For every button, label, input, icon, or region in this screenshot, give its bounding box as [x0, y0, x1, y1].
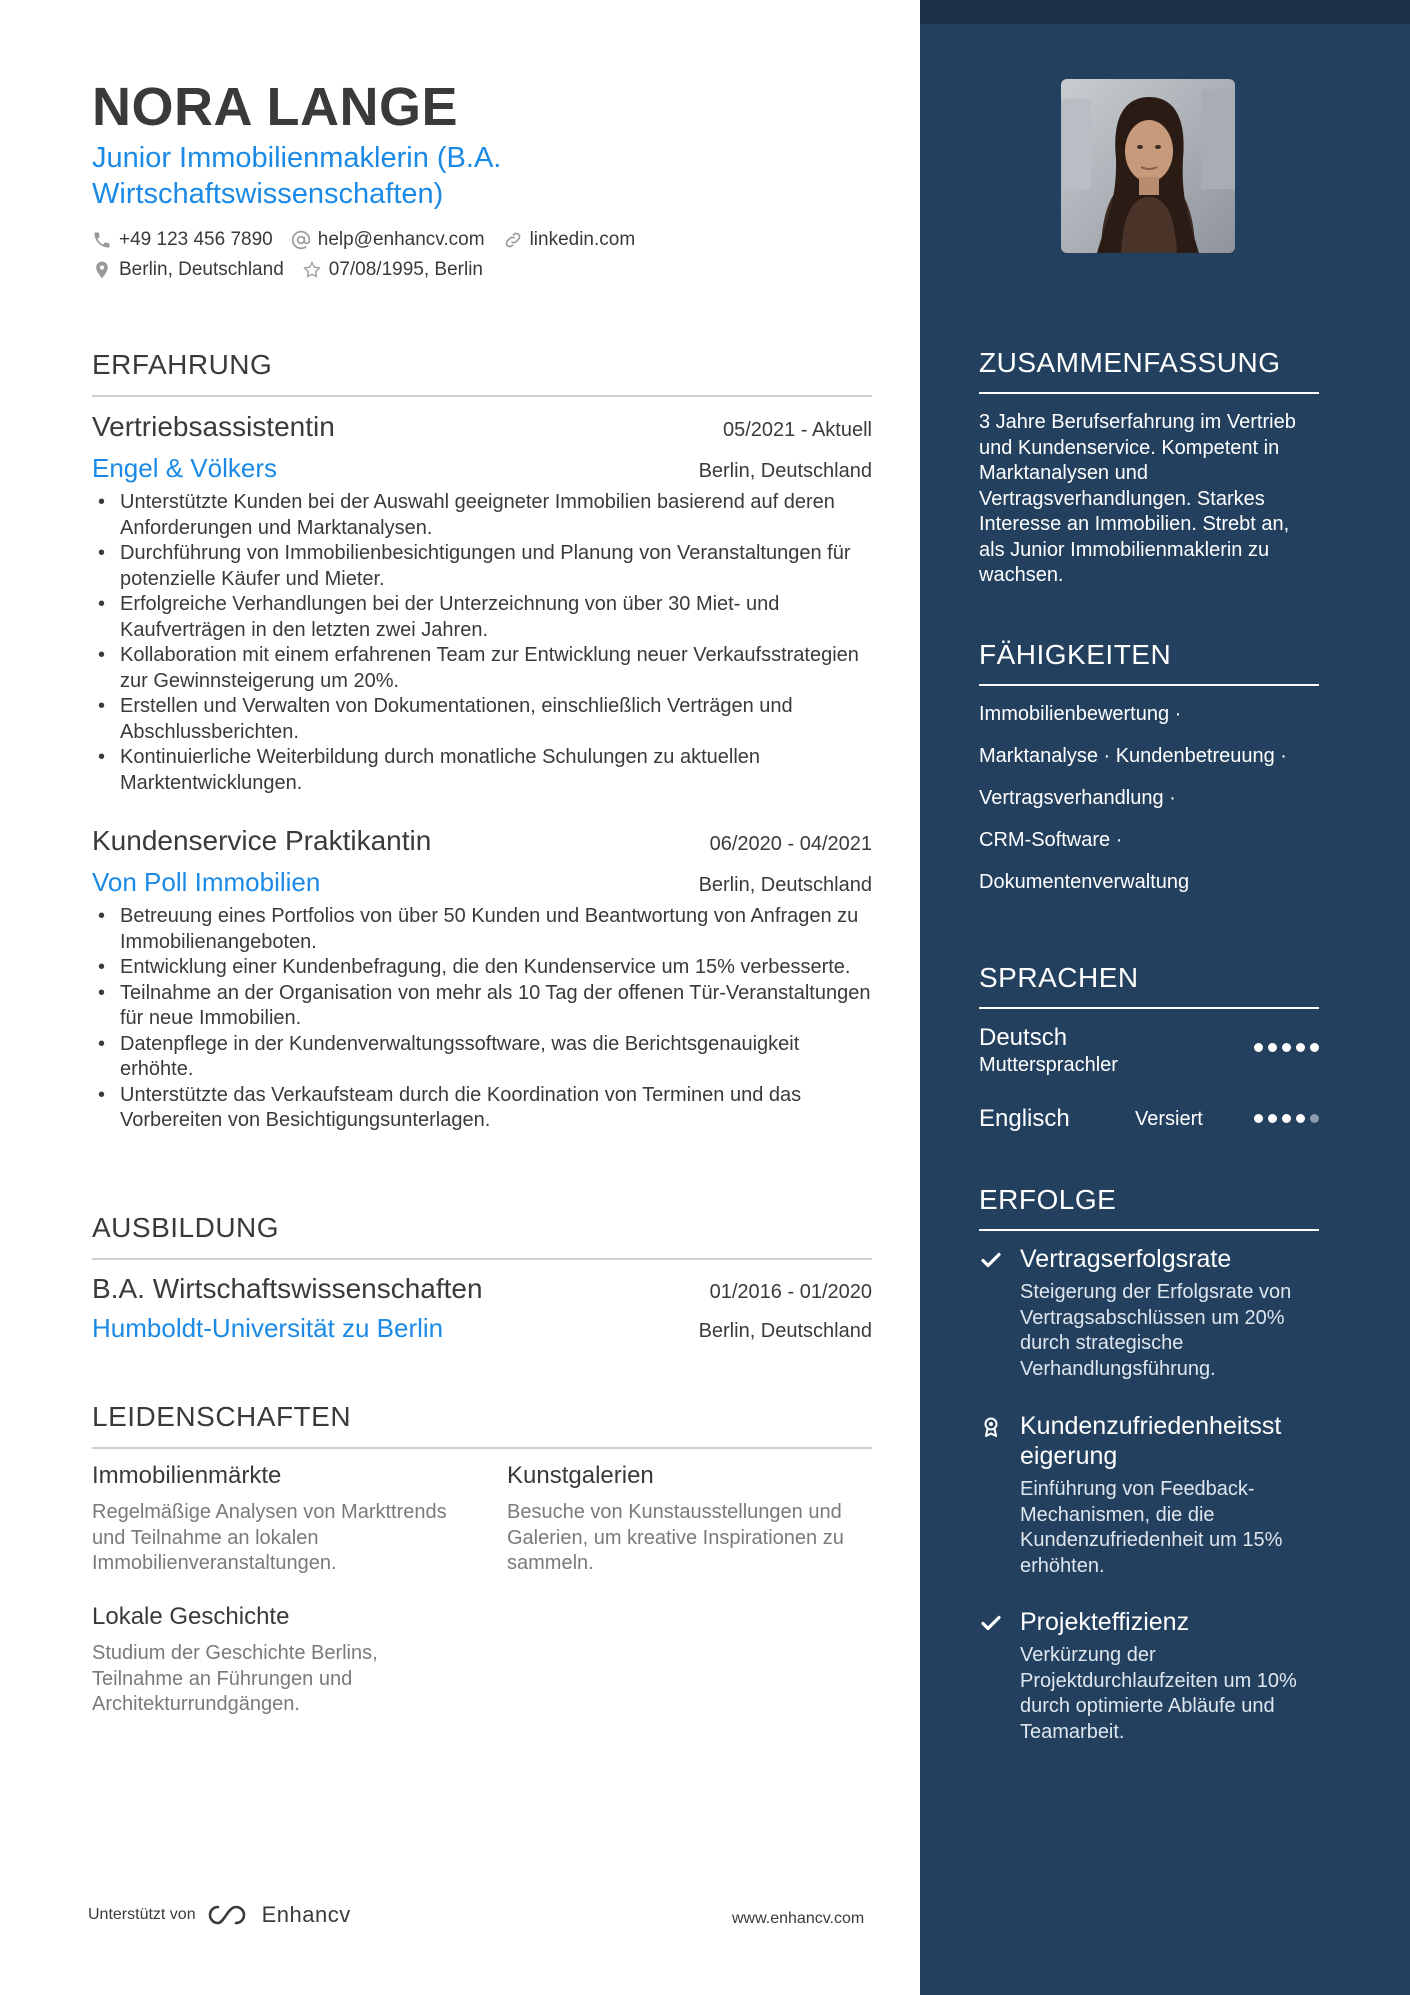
- degree-title: B.A. Wirtschaftswissenschaften: [92, 1273, 483, 1304]
- achievement-desc: Steigerung der Erfolgsrate von Vertragsabschlüssen um 20% durch strategische Verhandlungsführung.: [1020, 1281, 1292, 1380]
- job-entry: [92, 825, 872, 1134]
- sidebar: [920, 0, 1410, 1995]
- job-location: Berlin, Deutschland: [698, 874, 872, 896]
- achievement-title: Vertragserfolgsrate: [1020, 1245, 1232, 1273]
- contact-location: [92, 259, 284, 281]
- school-name: Humboldt-Universität zu Berlin: [92, 1313, 444, 1343]
- interest-item: [92, 1462, 462, 1577]
- bullet-item: • Durchführung von Immobilienbesichtigungen und Planung von Veranstaltungen für potenzielle Käufer und Mieter.: [92, 541, 872, 592]
- skill-item: CRM-Software ·: [979, 829, 1123, 851]
- achievement-item: [979, 1411, 1319, 1579]
- education-date: 01/2016 - 01/2020: [709, 1281, 872, 1303]
- job-location: Berlin, Deutschland: [698, 460, 872, 482]
- bullet-item: • Teilnahme an der Organisation von mehr als 10 Tag der offenen Tür-Veranstaltungen für neue Immobilien.: [92, 981, 872, 1032]
- interest-item: [507, 1462, 877, 1577]
- section-title-achievements: ERFOLGE: [979, 1184, 1319, 1231]
- job-bullets: [92, 490, 872, 796]
- job-title: Kundenservice Praktikantin: [92, 825, 432, 856]
- phone-text: +49 123 456 7890: [119, 229, 273, 250]
- language-name: Englisch: [979, 1105, 1070, 1132]
- language-rating: [1249, 1114, 1319, 1123]
- skill-item: Marktanalyse · Kundenbetreuung ·: [979, 745, 1287, 767]
- link-icon: [503, 230, 523, 250]
- section-title-summary: ZUSAMMENFASSUNG: [979, 347, 1319, 394]
- contact-row-1: [92, 229, 653, 251]
- at-icon: [291, 230, 311, 250]
- rating-dot-empty: [1310, 1114, 1319, 1123]
- section-title-experience: ERFAHRUNG: [92, 349, 872, 397]
- language-rating: [1249, 1043, 1319, 1052]
- rating-dot-filled: [1268, 1043, 1277, 1052]
- bullet-item: • Datenpflege in der Kundenverwaltungssoftware, was die Berichtsgenauigkeit erhöhte.: [92, 1032, 872, 1083]
- candidate-title: Junior Immobilienmaklerin (B.A. Wirtschaftswissenschaften): [92, 142, 502, 210]
- rating-dot-filled: [1296, 1043, 1305, 1052]
- education-entry: [92, 1273, 872, 1344]
- section-title-interests: LEIDENSCHAFTEN: [92, 1401, 872, 1449]
- job-bullets: [92, 904, 872, 1134]
- achievement-title: Projekteffizienz: [1020, 1608, 1190, 1636]
- section-title-skills: FÄHIGKEITEN: [979, 639, 1319, 686]
- interest-title: Lokale Geschichte: [92, 1603, 290, 1630]
- rating-dot-filled: [1282, 1043, 1291, 1052]
- bullet-item: • Kontinuierliche Weiterbildung durch monatliche Schulungen zu aktuellen Marktentwicklungen.: [92, 745, 872, 796]
- footer-url[interactable]: www.enhancv.com: [732, 1910, 865, 1927]
- education-location: Berlin, Deutschland: [698, 1320, 872, 1342]
- bullet-item: • Betreuung eines Portfolios von über 50 Kunden und Beantwortung von Anfragen zu Immobilienangeboten.: [92, 904, 872, 955]
- achievement-item: [979, 1607, 1319, 1745]
- rating-dot-filled: [1268, 1114, 1277, 1123]
- job-date: 05/2021 - Aktuell: [723, 419, 872, 441]
- interest-desc: Studium der Geschichte Berlins, Teilnahme an Führungen und Architekturrundgängen.: [92, 1642, 378, 1715]
- company-name: Von Poll Immobilien: [92, 867, 321, 897]
- bullet-item: • Unterstützte Kunden bei der Auswahl geeigneter Immobilien basierend auf deren Anforderungen und Marktanalysen.: [92, 490, 872, 541]
- language-level: Versiert: [1135, 1108, 1203, 1130]
- interest-desc: Regelmäßige Analysen von Markttrends und Teilnahme an lokalen Immobilienveranstaltungen.: [92, 1501, 447, 1574]
- language-item: [979, 1105, 1319, 1135]
- sidebar-top-bar: [920, 0, 1410, 24]
- bullet-item: • Entwicklung einer Kundenbefragung, die den Kundenservice um 15% verbesserte.: [92, 955, 872, 981]
- interest-title: Immobilienmärkte: [92, 1462, 282, 1489]
- summary-text: 3 Jahre Berufserfahrung im Vertrieb und Kundenservice. Kompetent in Marktanalysen und Vertragsverhandlungen. Starkes Interesse an Immobilien. Strebt an, als Junior Immobilienmaklerin zu wachsen.: [979, 411, 1296, 586]
- contact-row-2: [92, 259, 501, 281]
- section-title-languages: SPRACHEN: [979, 962, 1319, 1009]
- birth-text: 07/08/1995, Berlin: [328, 259, 483, 280]
- job-title: Vertriebsassistentin: [92, 411, 335, 442]
- star-icon: [302, 260, 322, 280]
- location-text: Berlin, Deutschland: [119, 259, 284, 280]
- job-date: 06/2020 - 04/2021: [709, 833, 872, 855]
- interest-title: Kunstgalerien: [507, 1462, 654, 1489]
- achievement-title: Kundenzufriedenheitsst eigerung: [1020, 1412, 1282, 1470]
- rating-dot-filled: [1282, 1114, 1291, 1123]
- contact-linkedin[interactable]: [503, 229, 636, 251]
- contact-phone: [92, 229, 273, 251]
- rating-dot-filled: [1254, 1043, 1263, 1052]
- skill-item: Vertragsverhandlung ·: [979, 787, 1176, 809]
- check-icon: [979, 1248, 1003, 1272]
- achievement-desc: Einführung von Feedback-Mechanismen, die die Kundenzufriedenheit um 15% erhöhten.: [1020, 1478, 1283, 1577]
- linkedin-text: linkedin.com: [529, 229, 636, 250]
- company-name: Engel & Völkers: [92, 453, 277, 483]
- language-name: Deutsch: [979, 1024, 1068, 1051]
- skill-item: Immobilienbewertung ·: [979, 703, 1182, 725]
- bullet-item: • Erstellen und Verwalten von Dokumentationen, einschließlich Verträgen und Abschlussberichten.: [92, 694, 872, 745]
- profile-photo: [1061, 79, 1235, 253]
- bullet-item: • Erfolgreiche Verhandlungen bei der Unterzeichnung von über 30 Miet- und Kaufverträgen in den letzten zwei Jahren.: [92, 592, 872, 643]
- language-item: [979, 1024, 1319, 1080]
- rating-dot-filled: [1296, 1114, 1305, 1123]
- section-title-education: AUSBILDUNG: [92, 1212, 872, 1260]
- bullet-item: • Kollaboration mit einem erfahrenen Team zur Entwicklung neuer Verkaufsstrategien zur Gewinnsteigerung um 20%.: [92, 643, 872, 694]
- portrait-image: [1061, 79, 1235, 253]
- candidate-name: NORA LANGE: [92, 77, 458, 137]
- brand-text: Enhancv: [261, 1902, 351, 1927]
- job-entry: [92, 411, 872, 796]
- interest-desc: Besuche von Kunstausstellungen und Galerien, um kreative Inspirationen zu sammeln.: [507, 1501, 844, 1574]
- check-icon: [979, 1611, 1003, 1635]
- enhancv-brand[interactable]: [206, 1902, 351, 1928]
- skill-item: Dokumentenverwaltung: [979, 871, 1190, 893]
- contact-email[interactable]: [291, 229, 485, 251]
- email-text: help@enhancv.com: [317, 229, 485, 250]
- location-pin-icon: [92, 260, 112, 280]
- award-icon: [979, 1415, 1003, 1439]
- achievement-desc: Verkürzung der Projektdurchlaufzeiten um 10% durch optimierte Abläufe und Teamarbeit.: [1020, 1644, 1297, 1743]
- bullet-item: • Unterstützte das Verkaufsteam durch die Koordination von Terminen und das Vorbereiten von Besichtigungsunterlagen.: [92, 1083, 872, 1134]
- powered-by-text: Unterstützt von: [88, 1906, 196, 1923]
- language-level: Muttersprachler: [979, 1054, 1118, 1076]
- footer-powered-by: [88, 1902, 351, 1928]
- achievement-item: [979, 1244, 1319, 1382]
- rating-dot-filled: [1310, 1043, 1319, 1052]
- phone-icon: [92, 230, 112, 250]
- enhancv-logo-icon: [206, 1902, 254, 1928]
- interest-item: [92, 1603, 462, 1718]
- rating-dot-filled: [1254, 1114, 1263, 1123]
- contact-birth: [302, 259, 483, 281]
